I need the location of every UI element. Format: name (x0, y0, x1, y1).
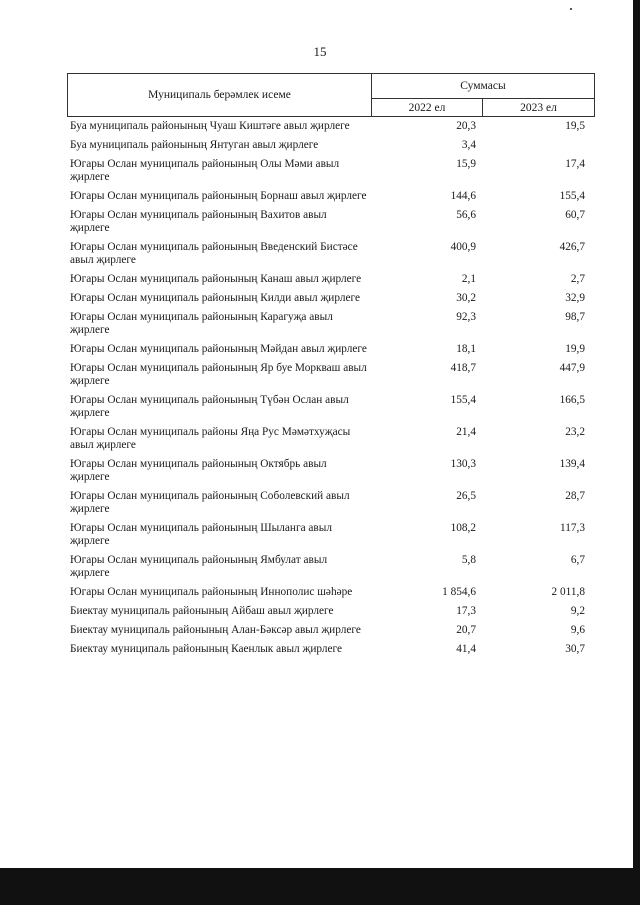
municipality-name: Югары Ослан муниципаль районының Карагуҗа авыл җирлеге (70, 311, 333, 336)
amount-2022: 20,3 (456, 120, 476, 132)
amount-2023: 60,7 (565, 209, 585, 221)
table-row (70, 426, 590, 452)
table-row (70, 458, 590, 484)
amount-2023: 2 011,8 (551, 586, 585, 598)
municipality-name: Югары Ослан муниципаль районының Канаш авыл җирлеге (70, 273, 362, 285)
amount-2023: 426,7 (559, 241, 585, 253)
table-row (70, 190, 590, 203)
amount-2023: 32,9 (565, 292, 585, 304)
amount-2022: 41,4 (456, 643, 476, 655)
table-row (70, 292, 590, 305)
municipality-name: Югары Ослан муниципаль районы Яңа Рус Мәмәтхуҗасы авыл җирлеге (70, 426, 351, 451)
amount-2023: 2,7 (570, 273, 585, 285)
amount-2023: 117,3 (560, 522, 585, 534)
amount-2022: 21,4 (456, 426, 476, 438)
table-body (70, 120, 590, 662)
municipality-name: Югары Ослан муниципаль районының Яр буе Моркваш авыл җирлеге (70, 362, 367, 387)
amount-2023: 23,2 (565, 426, 585, 438)
table-row (70, 139, 590, 152)
table-row (70, 394, 590, 420)
amount-2023: 28,7 (565, 490, 585, 502)
column-header-sum: Суммасы (372, 74, 594, 99)
amount-2023: 166,5 (559, 394, 585, 406)
table-row (70, 343, 590, 356)
municipality-name: Югары Ослан муниципаль районының Борнаш авыл җирлеге (70, 190, 367, 202)
amount-2022: 92,3 (456, 311, 476, 323)
amount-2022: 418,7 (450, 362, 476, 374)
table-row (70, 490, 590, 516)
table-row (70, 624, 590, 637)
amount-2023: 155,4 (559, 190, 585, 202)
table-row (70, 522, 590, 548)
amount-2022: 3,4 (461, 139, 476, 151)
municipality-name: Буа муниципаль районының Чуаш Киштәге авыл җирлеге (70, 120, 350, 132)
municipality-name: Югары Ослан муниципаль районының Түбән Ослан авыл җирлеге (70, 394, 349, 419)
table-row (70, 209, 590, 235)
table-row (70, 311, 590, 337)
column-header-name: Муниципаль берәмлек исеме (68, 74, 372, 116)
table-row (70, 554, 590, 580)
municipality-name: Югары Ослан муниципаль районының Олы Мәми авыл җирлеге (70, 158, 340, 183)
amount-2023: 30,7 (565, 643, 585, 655)
table-row (70, 158, 590, 184)
municipality-name: Биектау муниципаль районының Алан-Бәксәр авыл җирлеге (70, 624, 361, 636)
amount-2022: 2,1 (461, 273, 476, 285)
table-row (70, 605, 590, 618)
municipality-name: Югары Ослан муниципаль районының Иннополис шәһәре (70, 586, 353, 598)
table-row (70, 120, 590, 133)
amount-2022: 26,5 (456, 490, 476, 502)
table-row (70, 643, 590, 656)
amount-2023: 447,9 (559, 362, 585, 374)
page-number: 15 (313, 44, 327, 59)
municipality-name: Югары Ослан муниципаль районының Введенский Бистәсе авыл җирлеге (70, 241, 358, 266)
amount-2022: 144,6 (450, 190, 476, 202)
column-header-2022: 2022 ел (372, 99, 483, 116)
scan-border-right (633, 0, 640, 868)
amount-2022: 5,8 (461, 554, 476, 566)
municipality-name: Югары Ослан муниципаль районының Мәйдан авыл җирлеге (70, 343, 367, 355)
table-row (70, 241, 590, 267)
municipality-name: Биектау муниципаль районының Айбаш авыл җирлеге (70, 605, 334, 617)
amount-2022: 130,3 (450, 458, 476, 470)
table-row (70, 273, 590, 286)
amount-2023: 6,7 (570, 554, 585, 566)
amount-2022: 15,9 (456, 158, 476, 170)
amount-2022: 155,4 (450, 394, 476, 406)
municipality-name: Югары Ослан муниципаль районының Вахитов авыл җирлеге (70, 209, 327, 234)
column-header-2023: 2023 ел (520, 101, 557, 114)
municipality-name: Югары Ослан муниципаль районының Ямбулат авыл җирлеге (70, 554, 328, 579)
amount-2022: 400,9 (450, 241, 476, 253)
scan-mark (570, 8, 572, 10)
amount-2023: 17,4 (565, 158, 585, 170)
table-header (67, 73, 595, 117)
amount-2022: 17,3 (456, 605, 476, 617)
amount-2022: 108,2 (450, 522, 476, 534)
amount-2023: 9,6 (570, 624, 585, 636)
amount-2022: 1 854,6 (442, 586, 476, 598)
municipality-name: Югары Ослан муниципаль районының Шыланга авыл җирлеге (70, 522, 332, 547)
municipality-name: Югары Ослан муниципаль районының Октябрь авыл җирлеге (70, 458, 327, 483)
amount-2023: 139,4 (559, 458, 585, 470)
municipality-name: Югары Ослан муниципаль районының Соболевский авыл җирлеге (70, 490, 350, 515)
amount-2023: 9,2 (570, 605, 585, 617)
scan-border-bottom (0, 868, 640, 905)
table-row (70, 586, 590, 599)
municipality-name: Югары Ослан муниципаль районының Килди авыл җирлеге (70, 292, 361, 304)
amount-2023: 19,5 (565, 120, 585, 132)
table-row (70, 362, 590, 388)
amount-2023: 19,9 (565, 343, 585, 355)
municipality-name: Буа муниципаль районының Янтуган авыл җирлеге (70, 139, 319, 151)
amount-2022: 56,6 (456, 209, 476, 221)
amount-2022: 20,7 (456, 624, 476, 636)
amount-2023: 98,7 (565, 311, 585, 323)
municipality-name: Биектау муниципаль районының Каенлык авыл җирлеге (70, 643, 343, 655)
amount-2022: 18,1 (456, 343, 476, 355)
amount-2022: 30,2 (456, 292, 476, 304)
